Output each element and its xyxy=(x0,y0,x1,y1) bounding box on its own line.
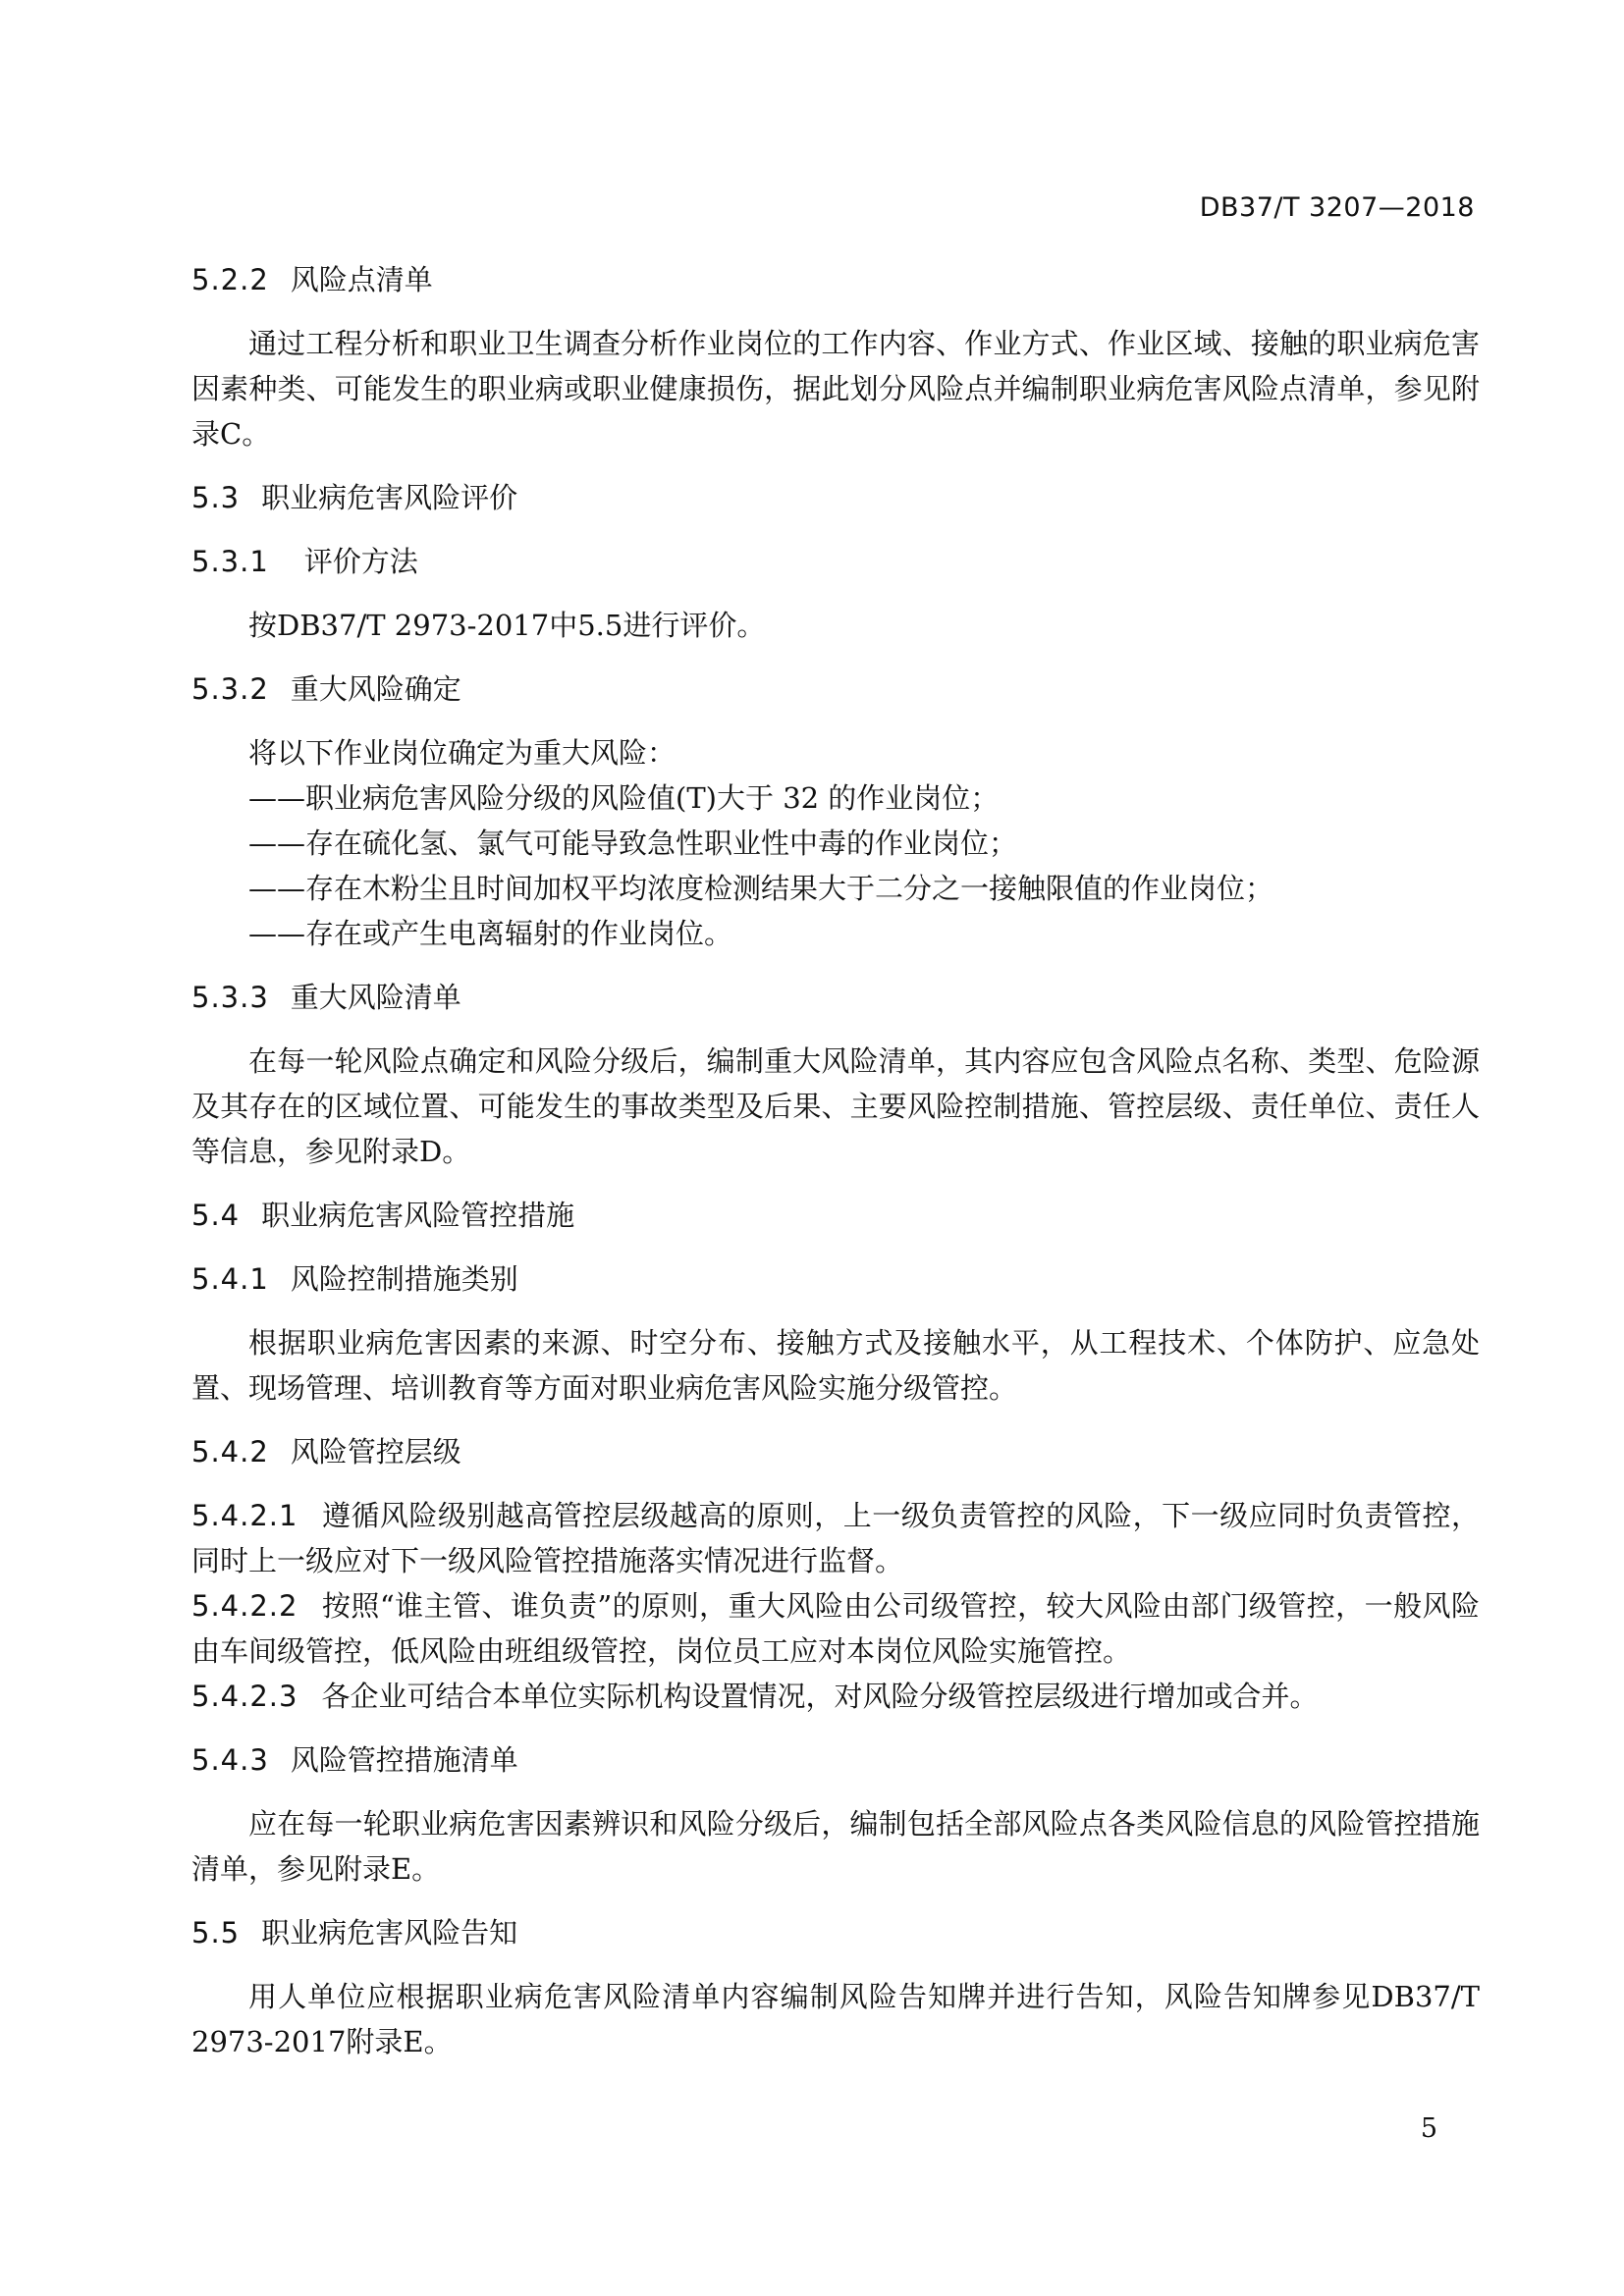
section-paragraph: 应在每一轮职业病危害因素辨识和风险分级后，编制包括全部风险点各类风险信息的风险管控措施清单，参见附录E。 xyxy=(191,1807,1480,1886)
section-heading-5-5 xyxy=(191,1910,1480,1955)
list-item: ——存在或产生电离辐射的作业岗位。 xyxy=(248,917,733,950)
list-intro: 将以下作业岗位确定为重大风险： xyxy=(248,736,677,770)
clause-text: 遵循风险级别越高管控层级越高的原则，上一级负责管控的风险，下一级应同时负责管控，同时上一级应对下一级风险管控措施落实情况进行监督。 xyxy=(191,1499,1480,1577)
section-number: 5.2.2 xyxy=(191,263,269,296)
clause-text: 按照“谁主管、谁负责”的原则，重大风险由公司级管控，较大风险由部门级管控，一般风险由车间级管控，低风险由班组级管控，岗位员工应对本岗位风险实施管控。 xyxy=(191,1589,1480,1668)
section-number: 5.5 xyxy=(191,1916,241,1949)
document-code: DB37/T 3207—2018 xyxy=(1199,192,1475,223)
section-title: 职业病危害风险告知 xyxy=(261,1916,518,1949)
section-title: 重大风险清单 xyxy=(290,981,461,1014)
list-item: ——存在硫化氢、氯气可能导致急性职业性中毒的作业岗位； xyxy=(248,827,1018,860)
section-title: 职业病危害风险评价 xyxy=(261,481,518,514)
section-title: 风险控制措施类别 xyxy=(290,1262,518,1296)
section-heading-5-4-3 xyxy=(191,1737,1480,1783)
section-number: 5.3.2 xyxy=(191,672,269,706)
clause-5-4-2-3 xyxy=(191,1674,1480,1719)
section-paragraph: 根据职业病危害因素的来源、时空分布、接触方式及接触水平，从工程技术、个体防护、应急处置、现场管理、培训教育等方面对职业病危害风险实施分级管控。 xyxy=(191,1326,1480,1405)
section-number: 5.4.3 xyxy=(191,1743,269,1777)
section-paragraph: 按DB37/T 2973-2017中5.5进行评价。 xyxy=(248,609,766,642)
section-heading-5-4-1 xyxy=(191,1256,1480,1302)
page-body xyxy=(191,257,1480,2083)
section-number: 5.4.1 xyxy=(191,1262,269,1296)
section-paragraph: 用人单位应根据职业病危害风险清单内容编制风险告知牌并进行告知，风险告知牌参见DB37/T 2973-2017附录E。 xyxy=(191,1980,1480,2058)
section-number: 5.4 xyxy=(191,1199,241,1232)
section-title: 重大风险确定 xyxy=(290,672,461,706)
section-paragraph: 通过工程分析和职业卫生调查分析作业岗位的工作内容、作业方式、作业区域、接触的职业病危害因素种类、可能发生的职业病或职业健康损伤，据此划分风险点并编制职业病危害风险点清单，参见附录C。 xyxy=(191,327,1480,451)
list-item: ——职业病危害风险分级的风险值(T)大于 32 的作业岗位； xyxy=(248,781,1000,815)
page-number: 5 xyxy=(1420,2113,1437,2144)
clause-number: 5.4.2.3 xyxy=(191,1680,298,1713)
section-number: 5.3.1 xyxy=(191,545,269,578)
section-heading-5-3-1 xyxy=(191,539,1480,584)
section-heading-5-3-2 xyxy=(191,667,1480,712)
section-title: 职业病危害风险管控措施 xyxy=(261,1199,575,1232)
section-title: 风险点清单 xyxy=(290,263,433,296)
section-heading-5-4-2 xyxy=(191,1429,1480,1474)
section-heading-5-2-2 xyxy=(191,257,1480,302)
section-paragraph: 在每一轮风险点确定和风险分级后，编制重大风险清单，其内容应包含风险点名称、类型、危险源及其存在的区域位置、可能发生的事故类型及后果、主要风险控制措施、管控层级、责任单位、责任人等信息，参见附录D。 xyxy=(191,1044,1480,1168)
section-title: 风险管控层级 xyxy=(290,1435,461,1468)
list-item: ——存在木粉尘且时间加权平均浓度检测结果大于二分之一接触限值的作业岗位； xyxy=(248,872,1274,905)
section-number: 5.3 xyxy=(191,481,241,514)
section-heading-5-4 xyxy=(191,1193,1480,1238)
management-level-clauses xyxy=(191,1493,1480,1719)
section-title: 评价方法 xyxy=(303,545,418,578)
section-number: 5.3.3 xyxy=(191,981,269,1014)
major-risk-criteria-list xyxy=(191,730,1480,956)
section-heading-5-3-3 xyxy=(191,975,1480,1020)
clause-5-4-2-1 xyxy=(191,1493,1480,1583)
section-title: 风险管控措施清单 xyxy=(290,1743,518,1777)
clause-number: 5.4.2.2 xyxy=(191,1589,298,1623)
clause-text: 各企业可结合本单位实际机构设置情况，对风险分级管控层级进行增加或合并。 xyxy=(321,1680,1319,1713)
section-number: 5.4.2 xyxy=(191,1435,269,1468)
clause-5-4-2-2 xyxy=(191,1583,1480,1674)
section-heading-5-3 xyxy=(191,475,1480,520)
clause-number: 5.4.2.1 xyxy=(191,1499,298,1532)
